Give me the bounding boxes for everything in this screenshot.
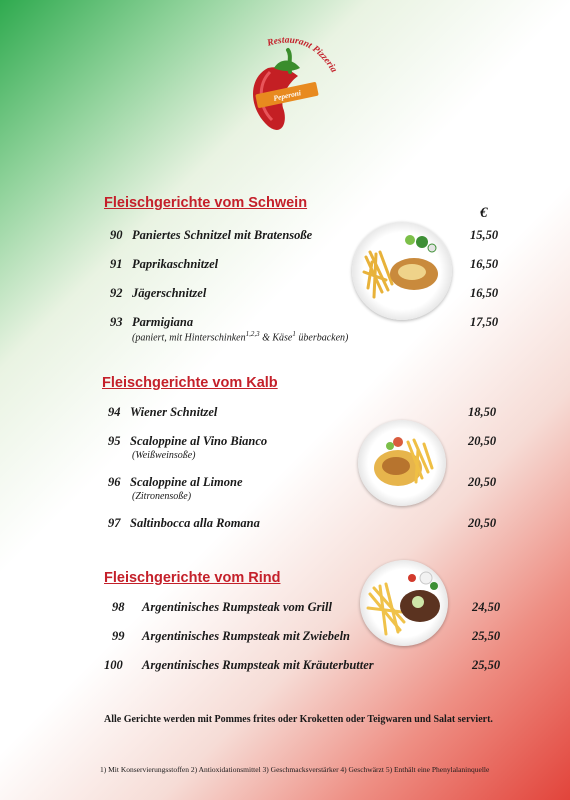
item-description: (Weißweinsoße)	[132, 450, 196, 461]
item-price: 16,50	[470, 257, 499, 271]
restaurant-logo	[228, 28, 358, 140]
item-price: 25,50	[472, 629, 501, 643]
item-price: 17,50	[470, 315, 499, 329]
section-title-kalb: Fleischgerichte vom Kalb	[102, 375, 278, 391]
menu-item: 100 Argentinisches Rumpsteak mit Kräuterbutter	[104, 658, 374, 672]
menu-item: 98 Argentinisches Rumpsteak vom Grill	[112, 600, 332, 614]
section-title-rind: Fleischgerichte vom Rind	[104, 570, 281, 586]
menu-item: 99 Argentinisches Rumpsteak mit Zwiebeln	[112, 629, 351, 643]
item-description: (Zitronensoße)	[132, 491, 192, 502]
item-price: 25,50	[472, 658, 501, 672]
item-price: 18,50	[468, 405, 497, 419]
currency-symbol: €	[480, 205, 488, 221]
dish-photo-rumpsteak	[360, 560, 448, 646]
item-price: 20,50	[468, 516, 497, 530]
menu-item: 91 Paprikaschnitzel	[110, 257, 219, 271]
item-price: 15,50	[470, 228, 499, 242]
menu-item: 96 Scaloppine al Limone	[108, 475, 243, 489]
dish-photo-schnitzel	[352, 222, 452, 320]
item-price: 24,50	[472, 600, 501, 614]
section-title-schwein: Fleischgerichte vom Schwein	[104, 195, 308, 211]
item-price: 20,50	[468, 434, 497, 448]
serving-note: Alle Gerichte werden mit Pommes frites oder Kroketten oder Teigwaren und Salat serviert.	[104, 714, 493, 725]
item-description: (paniert, mit Hinterschinken$^{1,2,3}$ & Käse$^1$ überbacken)	[132, 330, 349, 344]
menu-item: 90 Paniertes Schnitzel mit Bratensoße	[110, 228, 313, 242]
item-price: 20,50	[468, 475, 497, 489]
menu-item: 95 Scaloppine al Vino Bianco	[108, 434, 268, 448]
item-price: 16,50	[470, 286, 499, 300]
logo-arc-text: Restaurant Pizzeria	[266, 35, 339, 75]
menu-item: 93 Parmigiana	[110, 315, 194, 329]
footnote-legend: 1) Mit Konservierungsstoffen 2) Antioxidationsmittel 3) Geschmacksverstärker 4) Geschwärzt 5) Enthält eine Phenylalaninquelle	[100, 765, 490, 774]
logo-badge-text: Peperoni	[272, 88, 302, 103]
menu-item: 94 Wiener Schnitzel	[108, 405, 218, 419]
dish-photo-scaloppine	[358, 420, 446, 506]
menu-item: 97 Saltinbocca alla Romana	[108, 516, 260, 530]
menu-item: 92 Jägerschnitzel	[110, 286, 207, 300]
